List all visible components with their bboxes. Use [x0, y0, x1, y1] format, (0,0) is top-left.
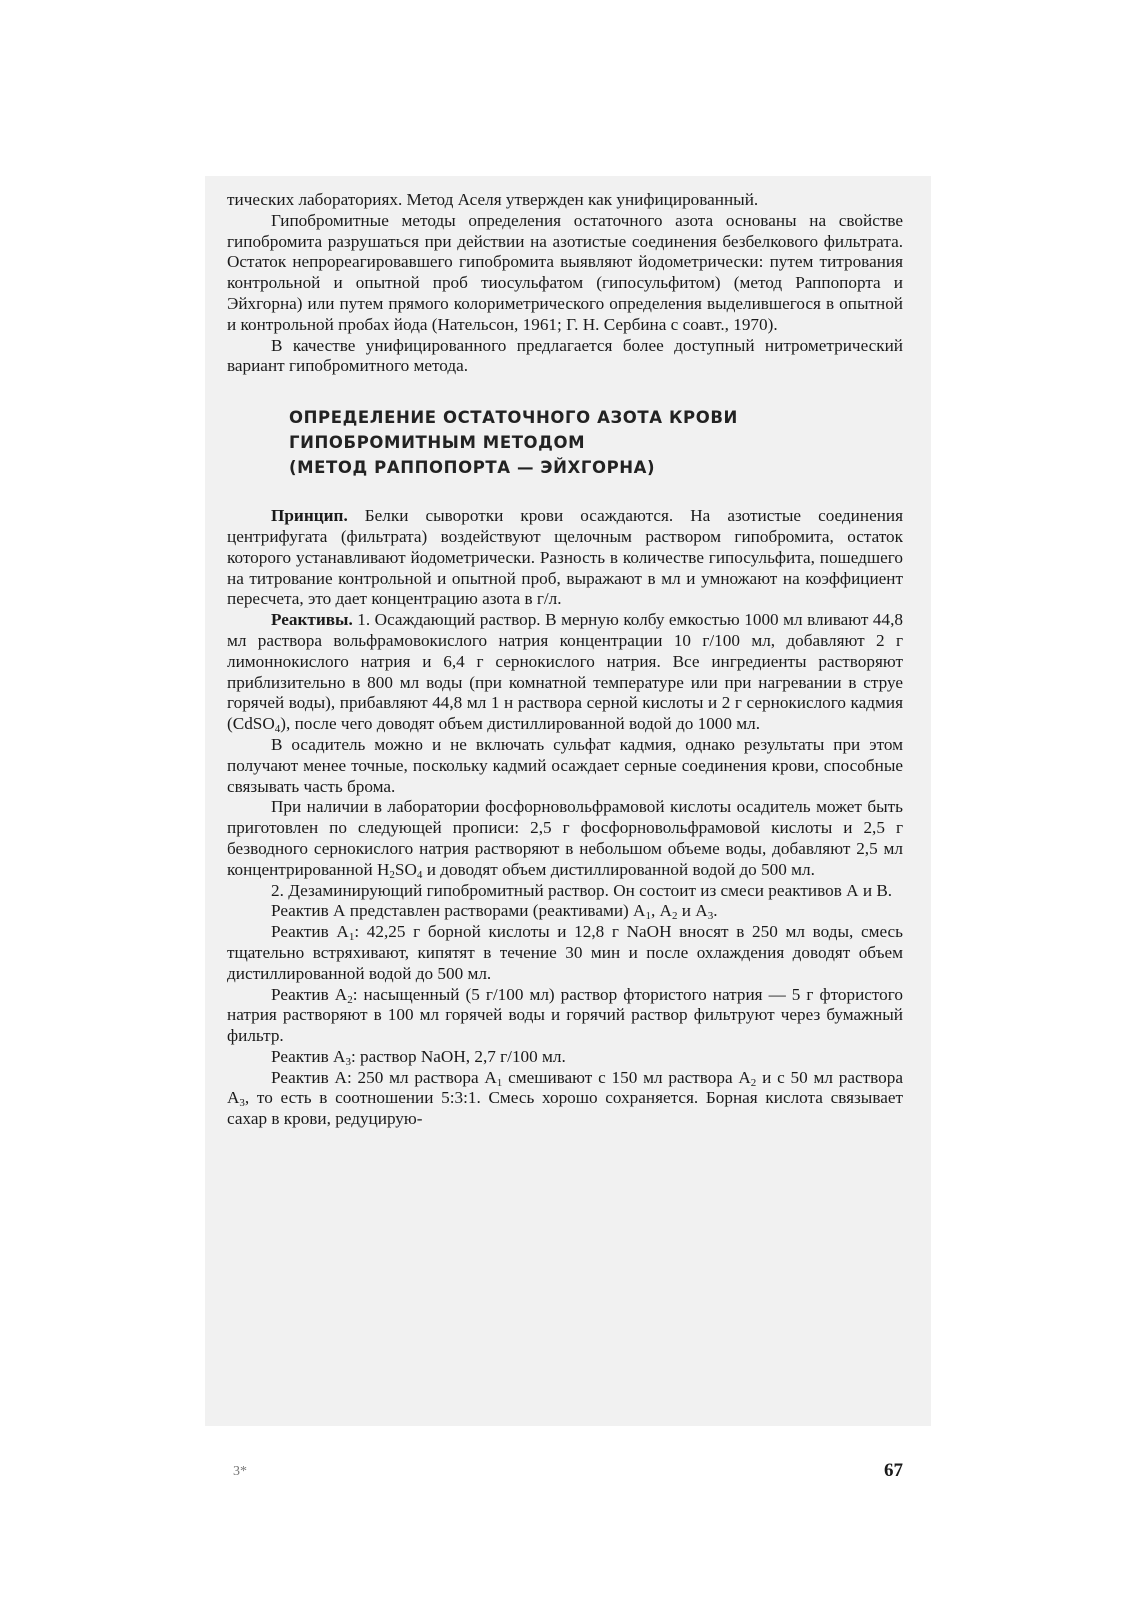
text: : насыщенный (5 г/100 мл) раствор фтористого натрия — 5 г фтористого натрия растворяют в 100 мл горячей воды и горячий раствор фильтруют через бумажный фильтр.	[227, 984, 903, 1046]
text: смешивают с 150 мл раствора А	[502, 1067, 751, 1087]
reagents-label: Реактивы.	[271, 610, 353, 630]
text: .	[713, 901, 718, 921]
section-heading	[289, 405, 903, 480]
subscript: 4	[274, 723, 281, 736]
paragraph-reagent-a2	[227, 985, 903, 1047]
page-number: 67	[884, 1460, 903, 1481]
page-footer	[227, 1460, 903, 1486]
text: : 42,25 г борной кислоты и 12,8 г NaOH вносят в 250 мл воды, смесь тщательно встряхивают, кипятят в течение 30 мин и после охлаждения доводят объем дистиллированной водой до 500 мл.	[227, 922, 903, 983]
subscript: 4	[416, 868, 423, 881]
paragraph-principle	[227, 506, 903, 610]
text: Реактив А	[271, 984, 348, 1004]
subscript: 2	[750, 1076, 757, 1089]
alt-text: и доводят объем дистиллированной водой до 500 мл.	[422, 859, 815, 879]
reagents-text: 1. Осаждающий раствор. В мерную колбу емкостью 1000 мл вливают 44,8 мл раствора вольфрамовокислого натрия концентрации 10 г/100 мл, добавляют 2 г лимоннокислого натрия и 6,4 г сернокислого натрия. Все ингредиенты растворяют приблизительно в 800 мл воды (при комнатной температуре или при нагревании в струе горячей воды), прибавляют 44,8 мл 1 н раствора серной кислоты и 2 г сернокислого кадмия (CdSO	[227, 610, 903, 734]
subscript: 1	[348, 931, 355, 944]
paragraph-unified-variant: В качестве унифицированного предлагается более доступный нитрометрический вариант гипобромитного метода.	[227, 335, 903, 376]
text: и А	[677, 901, 708, 921]
heading-line-1: ОПРЕДЕЛЕНИЕ ОСТАТОЧНОГО АЗОТА КРОВИ	[289, 408, 738, 428]
paragraph-continuation: тических лабораториях. Метод Аселя утвержден как унифицированный.	[227, 190, 759, 209]
paragraph-alternative-precipitant	[227, 797, 903, 880]
text: , А	[650, 901, 672, 921]
heading-line-3: (МЕТОД РАППОПОРТА — ЭЙХГОРНА)	[289, 458, 656, 478]
paragraph-cadmium: В осадитель можно и не включать сульфат кадмия, однако результаты при этом получают менее точные, поскольку кадмий осаждает серные соединения крови, способные связывать часть брома.	[227, 734, 903, 796]
paragraph-hypobromite-methods: Гипобромитные методы определения остаточного азота основаны на свойстве гипобромита разрушаться при действии на азотистые соединения безбелкового фильтрата. Остаток непрореагировавшего гипобромита выявляют йодометрически: путем титрования контрольной и опытной проб тиосульфатом (гипосульфитом) (метод Раппопорта и Эйхгорна) или путем прямого колориметрического определения выделившегося в опытной и контрольной пробах йода (Нательсон, 1961; Г. Н. Сербина с соавт., 1970).	[227, 210, 903, 334]
paragraph-reagent-a	[227, 901, 903, 922]
paragraph-reagent-a-mix	[227, 1068, 903, 1130]
subscript: 1	[645, 910, 651, 923]
text: : раствор NaOH, 2,7 г/100 мл.	[350, 1046, 566, 1066]
book-page	[205, 176, 931, 1481]
paragraph-reagent-a3	[227, 1047, 903, 1068]
subscript: 2	[347, 993, 353, 1006]
subscript: 2	[671, 910, 678, 923]
text: Реактив А	[271, 1046, 346, 1066]
alt-text: При наличии в лаборатории фосфорновольфрамовой кислоты осадитель может быть приготовлен по следующей прописи: 2,5 г фосфорновольфрамовой кислоты и 2,5 г безводного сернокислого натрия растворяют в небольшом объеме воды, добавляют 2,5 мл концентрированной H	[227, 797, 903, 879]
subscript: 3	[239, 1097, 245, 1110]
principle-text: Белки сыворотки крови осаждаются. На азотистые соединения центрифугата (фильтрата) воздействуют щелочным раствором гипобромита, остаток которого устанавливают йодометрически. Разность в количестве гипосульфита, пошедшего на титрование контрольной и опытной проб, выражают в мл и умножают на коэффициент пересчета, это дает концентрацию азота в г/л.	[227, 506, 903, 609]
paragraph-deaminating-solution: 2. Дезаминирующий гипобромитный раствор. Он состоит из смеси реактивов А и В.	[271, 880, 893, 900]
text: , то есть в соотношении 5:3:1. Смесь хорошо сохраняется. Борная кислота связывает сахар в крови, редуцирую-	[227, 1088, 903, 1129]
subscript: 3	[345, 1055, 351, 1068]
text: Реактив А	[271, 922, 349, 942]
alt-text: SO	[394, 859, 417, 879]
text: Реактив А: 250 мл раствора А	[271, 1067, 497, 1087]
subscript: 3	[707, 910, 714, 923]
paragraph-reagent-a1	[227, 922, 903, 984]
text: Реактив А представлен растворами (реактивами) А	[271, 901, 646, 921]
reagents-text-end: ), после чего доводят объем дистиллированной водой до 1000 мл.	[280, 714, 761, 734]
subscript: 1	[496, 1076, 503, 1089]
principle-label: Принцип.	[271, 506, 348, 526]
signature-mark: 3*	[233, 1464, 247, 1479]
text: и с 50 мл раствора А	[227, 1067, 903, 1108]
paragraph-reagents	[227, 610, 903, 735]
subscript: 2	[389, 868, 395, 881]
heading-line-2: ГИПОБРОМИТНЫМ МЕТОДОМ	[289, 433, 586, 453]
